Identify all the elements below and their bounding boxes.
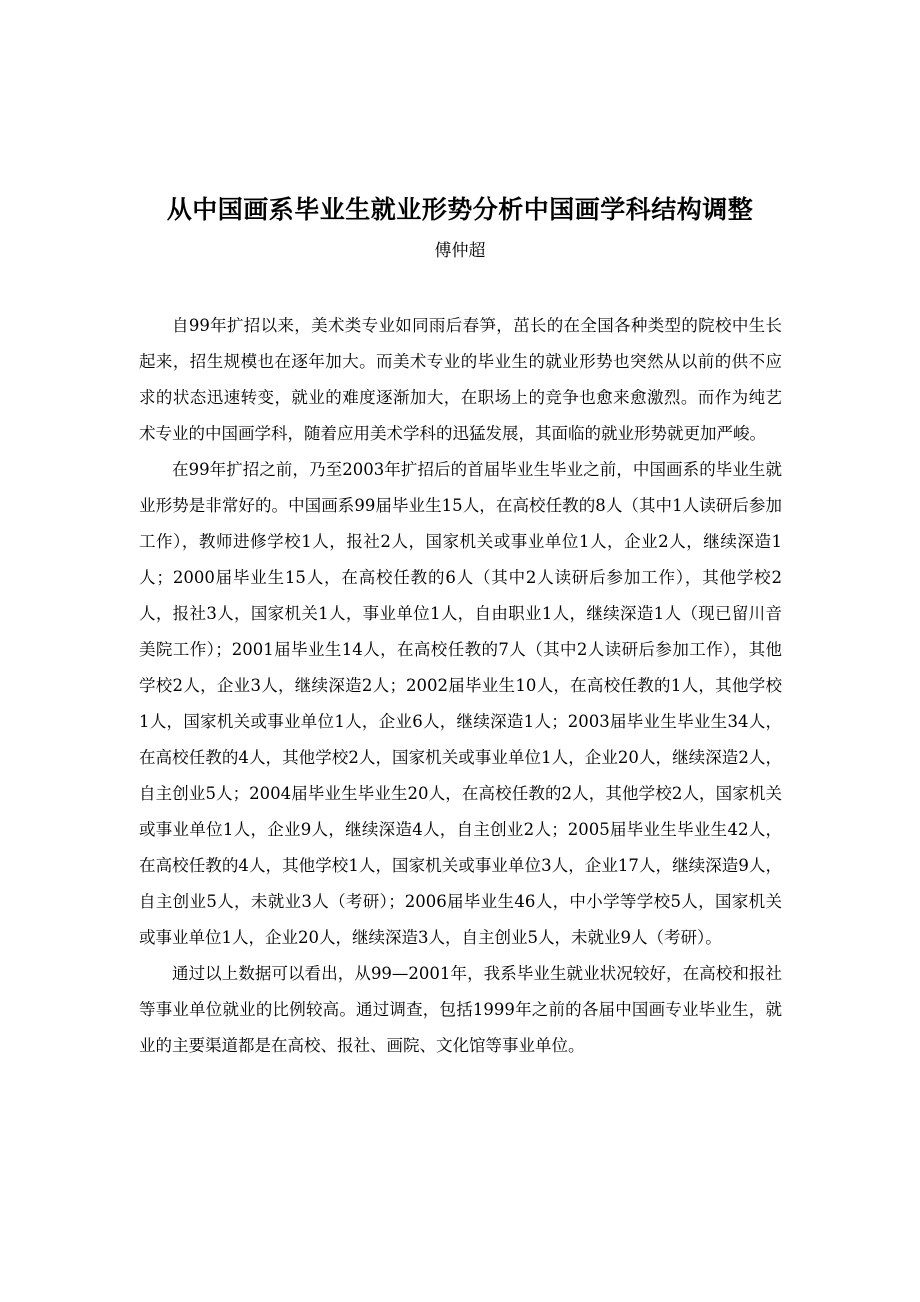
document-title: 从中国画系毕业生就业形势分析中国画学科结构调整 <box>166 195 754 224</box>
document-body <box>139 308 782 1064</box>
body-paragraph: 通过以上数据可以看出，从99—2001年，我系毕业生就业状况较好，在高校和报社等事业单位就业的比例较高。通过调查，包括1999年之前的各届中国画专业毕业生，就业的主要渠道都是在高校、报社、画院、文化馆等事业单位。 <box>139 964 782 1055</box>
body-paragraph: 自99年扩招以来，美术类专业如同雨后春笋，茁长的在全国各种类型的院校中生长起来，招生规模也在逐年加大。而美术专业的毕业生的就业形势也突然从以前的供不应求的状态迅速转变，就业的难度逐渐加大，在职场上的竞争也愈来愈激烈。而作为纯艺术专业的中国画学科，随着应用美术学科的迅猛发展，其面临的就业形势就更加严峻。 <box>139 316 782 443</box>
body-paragraph: 在99年扩招之前，乃至2003年扩招后的首届毕业生毕业之前，中国画系的毕业生就业形势是非常好的。中国画系99届毕业生15人，在高校任教的8人（其中1人读研后参加工作），教师进修学校1人，报社2人，国家机关或事业单位1人，企业2人，继续深造1人；2000届毕业生15人，在高校任教的6人（其中2人读研后参加工作），其他学校2人，报社3人，国家机关1人，事业单位1人，自由职业1人，继续深造1人（现已留川音美院工作）；2001届毕业生14人，在高校任教的7人（其中2人读研后参加工作），其他学校2人，企业3人，继续深造2人；2002届毕业生10人，在高校任教的1人，其他学校1人，国家机关或事业单位1人，企业6人，继续深造1人；2003届毕业生毕业生34人，在高校任教的4人，其他学校2人，国家机关或事业单位1人，企业20人，继续深造2人，自主创业5人；2004届毕业生毕业生20人，在高校任教的2人，其他学校2人，国家机关或事业单位1人，企业9人，继续深造4人，自主创业2人；2005届毕业生毕业生42人，在高校任教的4人，其他学校1人，国家机关或事业单位3人，企业17人，继续深造9人，自主创业5人，未就业3人（考研）；2006届毕业生46人，中小学等学校5人，国家机关或事业单位1人，企业20人，继续深造3人，自主创业5人，未就业9人（考研）。 <box>139 460 782 947</box>
document-author: 傅仲超 <box>434 241 486 261</box>
